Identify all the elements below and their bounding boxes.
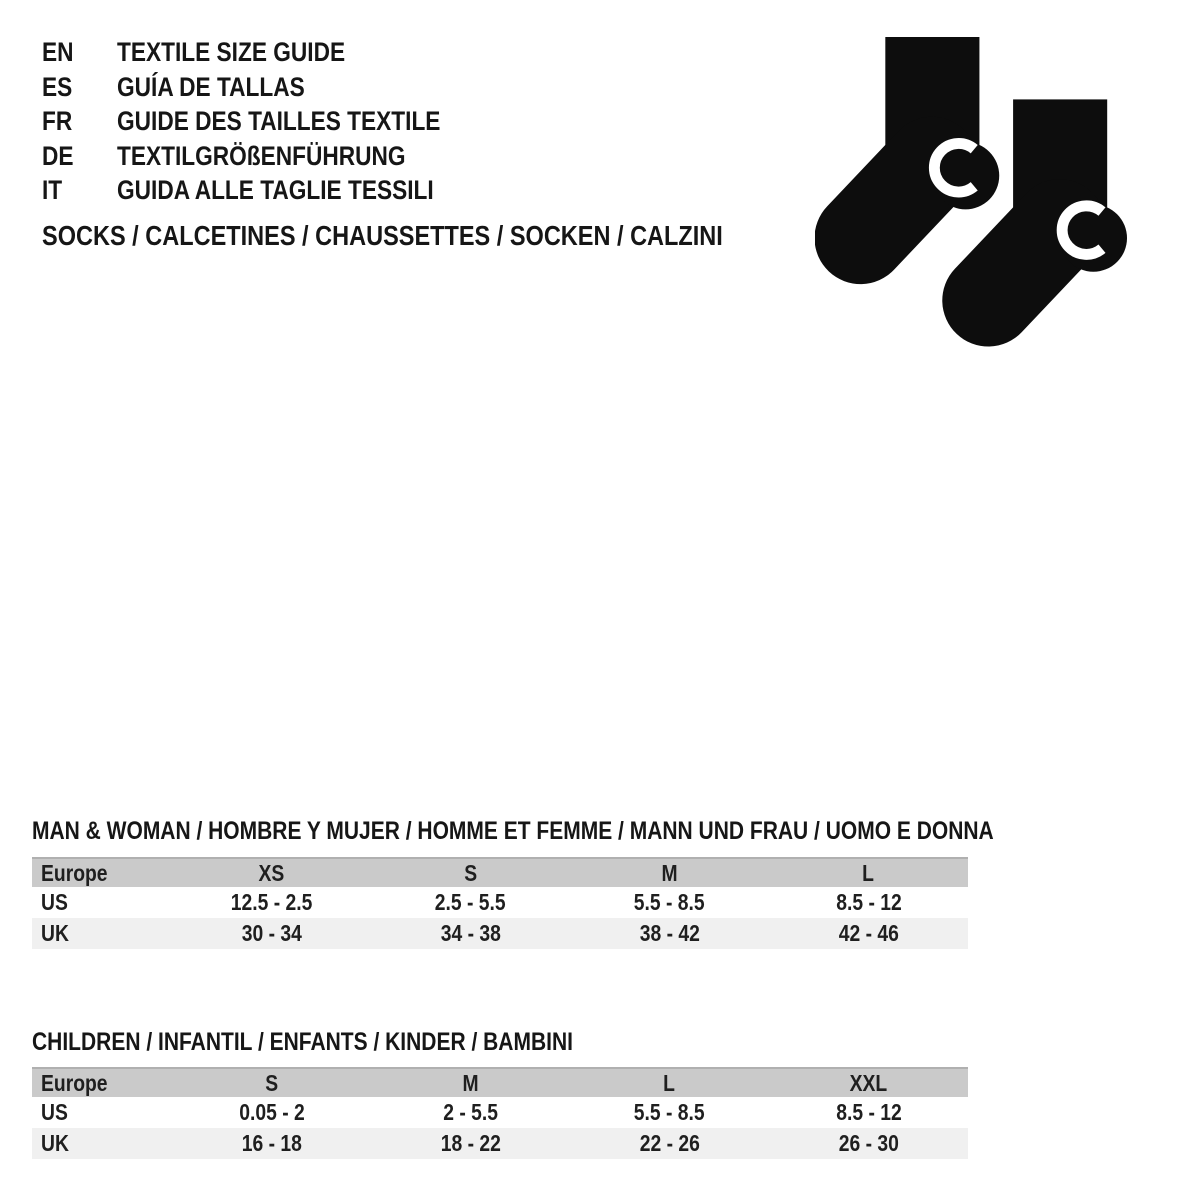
header-cell-region xyxy=(32,858,172,887)
size-value-text: 12.5 - 2.5 xyxy=(230,889,313,915)
product-heading xyxy=(42,219,853,253)
size-value-text: 5.5 - 8.5 xyxy=(634,1099,705,1125)
language-row-fr xyxy=(42,104,502,139)
table-row-us xyxy=(32,887,968,918)
size-value-text: 2 - 5.5 xyxy=(443,1099,498,1125)
language-row-de xyxy=(42,139,502,174)
size-value-cell xyxy=(371,1128,570,1159)
size-value-text: 26 - 30 xyxy=(838,1130,899,1156)
size-value-cell xyxy=(172,1128,371,1159)
language-label: GUÍA DE TALLAS xyxy=(117,71,305,102)
size-value-text: 30 - 34 xyxy=(241,920,302,946)
size-value-text: 42 - 46 xyxy=(838,920,899,946)
size-value-cell xyxy=(371,1097,570,1128)
header-cell-text: M xyxy=(462,1069,479,1096)
language-row-en xyxy=(42,35,502,70)
language-code: EN xyxy=(42,37,74,67)
header-cell-size xyxy=(769,858,968,887)
size-value-cell xyxy=(172,1097,371,1128)
language-list xyxy=(42,35,502,208)
socks-icon xyxy=(815,37,1127,349)
language-code: FR xyxy=(42,106,73,136)
language-label: GUIDA ALLE TAGLIE TESSILI xyxy=(117,175,434,205)
size-value-text: 18 - 22 xyxy=(440,1130,501,1156)
header-cell-text: M xyxy=(661,859,678,886)
children-table-title-text: CHILDREN / INFANTIL / ENFANTS / KINDER / BAMBINI xyxy=(32,1028,573,1056)
row-label-text: UK xyxy=(41,920,69,946)
size-value-cell xyxy=(570,1097,769,1128)
children-table-title xyxy=(32,1028,676,1056)
language-label: TEXTILGRÖßENFÜHRUNG xyxy=(117,140,406,171)
size-value-text: 16 - 18 xyxy=(241,1130,302,1156)
row-label-cell xyxy=(32,1097,172,1128)
size-value-cell xyxy=(769,1097,968,1128)
header-cell-size xyxy=(769,1068,968,1097)
size-value-cell xyxy=(172,887,371,918)
size-value-cell xyxy=(371,918,570,949)
language-label: TEXTILE SIZE GUIDE xyxy=(117,37,346,67)
header-cell-region xyxy=(32,1068,172,1097)
size-value-cell xyxy=(769,1128,968,1159)
table-row-us xyxy=(32,1097,968,1128)
size-value-text: 34 - 38 xyxy=(440,920,501,946)
language-row-es xyxy=(42,70,502,105)
language-label: GUIDE DES TAILLES TEXTILE xyxy=(117,106,441,136)
row-label-text: US xyxy=(41,1099,68,1125)
size-value-cell xyxy=(769,887,968,918)
size-value-cell xyxy=(570,887,769,918)
children-size-table xyxy=(32,1067,968,1159)
header-cell-text: Europe xyxy=(41,1069,108,1096)
man-woman-table-title-text: MAN & WOMAN / HOMBRE Y MUJER / HOMME ET FEMME / MANN UND FRAU / UOMO E DONNA xyxy=(32,817,994,845)
row-label-text: US xyxy=(41,889,68,915)
row-label-cell xyxy=(32,1128,172,1159)
table-header-row xyxy=(32,1068,968,1097)
man-woman-size-table xyxy=(32,857,968,949)
size-value-text: 2.5 - 5.5 xyxy=(435,889,506,915)
header-cell-text: Europe xyxy=(41,859,108,886)
language-code: IT xyxy=(42,175,63,205)
man-woman-table-title xyxy=(32,817,1177,845)
header-cell-size xyxy=(172,1068,371,1097)
size-value-text: 22 - 26 xyxy=(639,1130,700,1156)
row-label-cell xyxy=(32,887,172,918)
language-code: ES xyxy=(42,71,73,102)
language-code: DE xyxy=(42,140,74,171)
header-cell-text: S xyxy=(464,859,477,886)
row-label-cell xyxy=(32,918,172,949)
header-cell-text: L xyxy=(862,859,875,886)
header-cell-text: L xyxy=(663,1069,676,1096)
header-cell-text: XXL xyxy=(849,1069,888,1096)
size-value-cell xyxy=(570,1128,769,1159)
size-value-cell xyxy=(769,918,968,949)
size-value-text: 5.5 - 8.5 xyxy=(634,889,705,915)
header-cell-size xyxy=(371,858,570,887)
size-value-text: 0.05 - 2 xyxy=(238,1099,305,1125)
size-value-text: 8.5 - 12 xyxy=(835,1099,902,1125)
table-header-row xyxy=(32,858,968,887)
header-cell-size xyxy=(570,858,769,887)
table-row-uk xyxy=(32,1128,968,1159)
size-value-cell xyxy=(570,918,769,949)
size-value-cell xyxy=(172,918,371,949)
size-value-text: 8.5 - 12 xyxy=(835,889,902,915)
header-cell-text: XS xyxy=(258,859,285,886)
size-value-cell xyxy=(371,887,570,918)
header-cell-size xyxy=(371,1068,570,1097)
product-heading-text: SOCKS / CALCETINES / CHAUSSETTES / SOCKEN / CALZINI xyxy=(42,220,723,251)
header-cell-size xyxy=(570,1068,769,1097)
header-cell-text: S xyxy=(265,1069,278,1096)
header-cell-size xyxy=(172,858,371,887)
row-label-text: UK xyxy=(41,1130,69,1156)
size-value-text: 38 - 42 xyxy=(639,920,700,946)
table-row-uk xyxy=(32,918,968,949)
language-row-it xyxy=(42,173,502,208)
